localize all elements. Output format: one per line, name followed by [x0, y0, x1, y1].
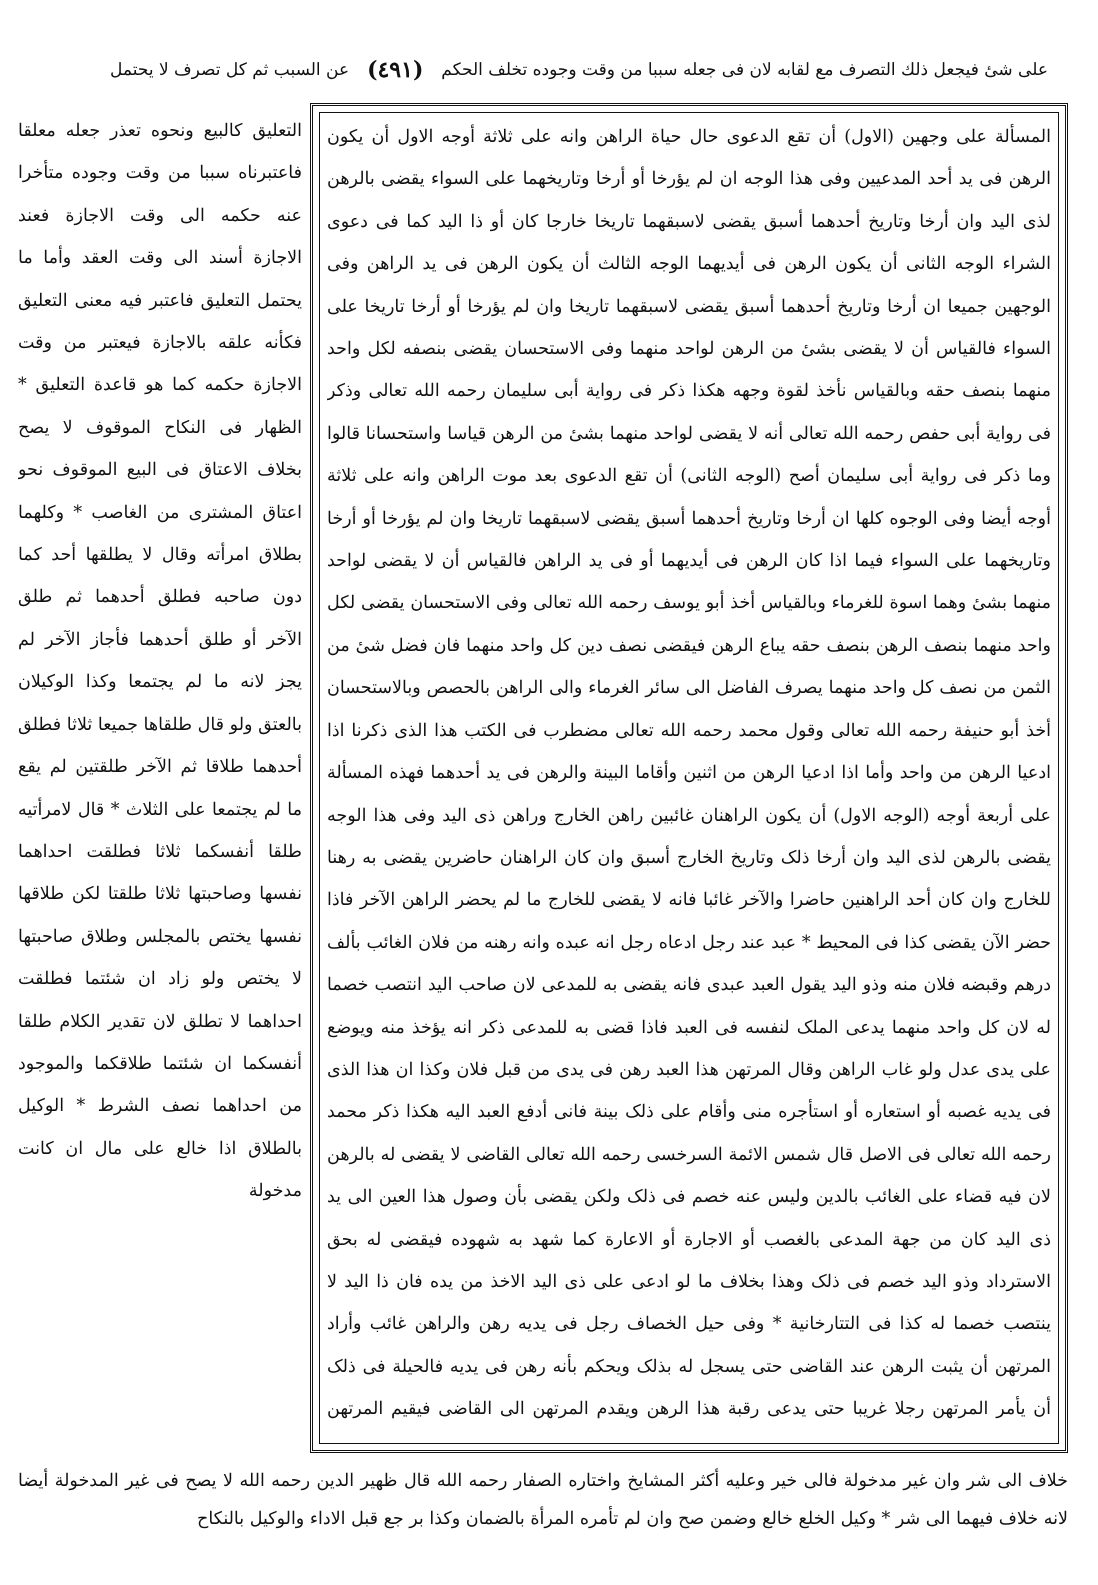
main-text-frame [310, 103, 1068, 1453]
margin-commentary-column [18, 110, 302, 1450]
margin-paragraph: التعلیق کالبیع ونحوه تعذر جعله معلقا فاعتبرناه سببا من وقت وجوده متأخرا عنه حکمه الی وقت الاجازة فعند الاجازة أسند الی وقت العقد وأما ما یحتمل التعلیق فاعتبر فیه معنی التعلیق فکأنه علقه بالاجازة فیعتبر من وقت الاجازة حکمه کما هو قاعدة التعلیق * الظهار فی النکاح الموقوف لا یصح بخلاف الاعتاق فی البیع الموقوف نحو اعتاق المشتری من الغاصب * وکلهما بطلاق امرأته وقال لا یطلقها أحد کما دون صاحبه فطلق أحدهما ثم طلق الآخر أو طلق أحدهما فأجاز الآخر لم یجز لانه ما لم یجتمعا وکذا الوکیلان بالعتق ولو قال طلقاها جمیعا ثلاثا فطلق أحدهما طلاقا ثم الآخر طلقتین لم یقع ما لم یجتمعا علی الثلاث * قال لامرأتیه طلقا أنفسکما ثلاثا فطلقت احداهما نفسها وصاحبتها ثلاثا طلقتا لکن طلاقها نفسها یختص بالمجلس وطلاق صاحبتها لا یختص ولو زاد ان شئتما فطلقت احداهما لا تطلق لان تقدیر الکلام طلقا أنفسکما ان شئتما طلاقکما والموجود من احداهما نصف الشرط * الوکیل بالطلاق اذا خالع علی مال ان کانت مدخولة [18, 121, 302, 1202]
main-text-block [327, 116, 1051, 1440]
running-title-left: عن السبب ثم کل تصرف لا یحتمل [110, 60, 350, 80]
page-footer-text [18, 1462, 1068, 1572]
footer-paragraph: خلاف الی شر وان غیر مدخولة فالی خیر وعلیه أکثر المشایخ واختاره الصفار رحمه الله قال ظهیر الدین رحمه الله لا یصح فی غیر المدخولة أیضا لانه خلاف فیهما الی شر * وکیل الخلع خالع وضمن صح وان لم تأمره المرأة بالضمان وکذا بر جع قبل الاداء والوکیل بالنکاح [18, 1471, 1068, 1529]
main-paragraph: المسألة علی وجهین (الاول) أن تقع الدعوی حال حیاة الراهن وانه علی ثلاثة أوجه الاول أن یکون الرهن فی ید أحد المدعیین وفی هذا الوجه ان لم یؤرخا أو أرخا وتاریخهما علی السواء یقضی بالرهن لذی الید وان أرخا وتاریخ أحدهما أسبق یقضی لاسبقهما تاریخا خارجا کان أو ذا الید کما فی دعوی الشراء الوجه الثانی أن یکون الرهن فی أیدیهما الوجه الثالث أن یکون الرهن فی ید الراهن وفی الوجهین جمیعا ان أرخا وتاریخ أحدهما أسبق یقضی لاسبقهما تاریخا وان لم یؤرخا أو أرخا تاریخا علی السواء فالقیاس أن لا یقضی بشیٔ من الرهن لواحد منهما وفی الاستحسان یقضی بنصفه لکل واحد منهما بنصف حقه وبالقیاس نأخذ لقوة وجهه هکذا ذکر فی روایة أبی سلیمان رحمه الله تعالی وذکر فی روایة أبی حفص رحمه الله تعالی أنه لا یقضی لواحد منهما بشیٔ من الرهن قیاسا واستحسانا قالوا وما ذکر فی روایة أبی سلیمان أصح (الوجه الثانی) أن تقع الدعوی بعد موت الراهن وانه علی ثلاثة أوجه أیضا وفی الوجوه کلها ان أرخا وتاریخ أحدهما أسبق یقضی لاسبقهما تاریخا وان لم یؤرخا أو أرخا وتاریخهما علی السواء فیما اذا کان الرهن فی أیدیهما أو فی ید الراهن فالقیاس أن لا یقضی لواحد منهما بشیٔ وهما اسوة للغرماء وبالقیاس أخذ أبو یوسف رحمه الله تعالی وفی الاستحسان یقضی لکل واحد منهما بنصف الرهن بنصف حقه یباع الرهن فیقضی نصف دین کل واحد منهما فان فضل شیٔ من الثمن من نصف کل واحد منهما یصرف الفاضل الی سائر الغرماء والی الراهن بالحصص وبالاستحسان أخذ أبو حنیفة رحمه الله تعالی وقول محمد رحمه الله تعالی مضطرب فی الکتب هذا الذی ذکرنا اذا ادعیا الرهن من واحد وأما اذا ادعیا الرهن من اثنین وأقاما البینة والرهن فی ید أحدهما فهذه المسألة علی أربعة أوجه (الوجه الاول) أن یکون الراهنان غائبین راهن الخارج وراهن ذی الید وفی هذا الوجه یقضی بالرهن لذی الید وان أرخا ذلک وتاریخ الخارج أسبق وان کان الراهنان حاضرین یقضی به رهنا للخارج وان کان أحد الراهنین حاضرا والآخر غائبا فانه لا یقضی للخارج ما لم یحضر الراهن الآخر فاذا حضر الآن یقضی کذا فی المحیط * عبد عند رجل ادعاه رجل انه عبده وانه رهنه من فلان الغائب بألف درهم وقبضه فلان منه وذو الید یقول العبد عبدی فانه یقضی به للمدعی لان صاحب الید انتصب خصما له لان کل واحد منهما یدعی الملک لنفسه فی العبد فاذا قضی به للمدعی ذکر انه یؤخذ منه ویوضع علی یدی عدل ولو غاب الراهن وقال المرتهن هذا العبد رهن فی یدی من قبل فلان وکذا ان هذا الذی فی یدیه غصبه أو استعاره أو استأجره منی وأقام علی ذلک بینة فانی أدفع العبد الیه هکذا ذکر محمد رحمه الله تعالی فی الاصل قال شمس الائمة السرخسی رحمه الله تعالی القاضی لا یقضی له بالرهن لان فیه قضاء علی الغائب بالدین ولیس عنه خصم فی ذلک ولکن یقضی بأن وصول هذا العین الی ید ذی الید کان من جهة المدعی بالغصب أو الاجارة أو الاعارة کما شهد به شهوده فیقضی له بحق الاسترداد وذو الید خصم فی ذلک وهذا بخلاف ما لو ادعی علی ذی الید الاخذ من یده فان ذا الید لا ینتصب خصما له کذا فی التتارخانیة * وفی حیل الخصاف رجل فی یدیه رهن والراهن غائب وأراد المرتهن أن یثبت الرهن عند القاضی حتی یسجل له بذلک ویحکم بأنه رهن فی یدیه فالحیلة فی ذلک أن یأمر المرتهن رجلا غریبا حتی یدعی رقبة هذا الرهن ویقدم المرتهن الی القاضی فیقیم المرتهن [327, 127, 1051, 1420]
page-header [110, 42, 1048, 98]
page-number: (٤٩١) [367, 57, 424, 83]
running-title-right: علی شیٔ فیجعل ذلك التصرف مع لقابه لان فی جعله سببا من وقت وجوده تخلف الحکم [441, 60, 1048, 80]
